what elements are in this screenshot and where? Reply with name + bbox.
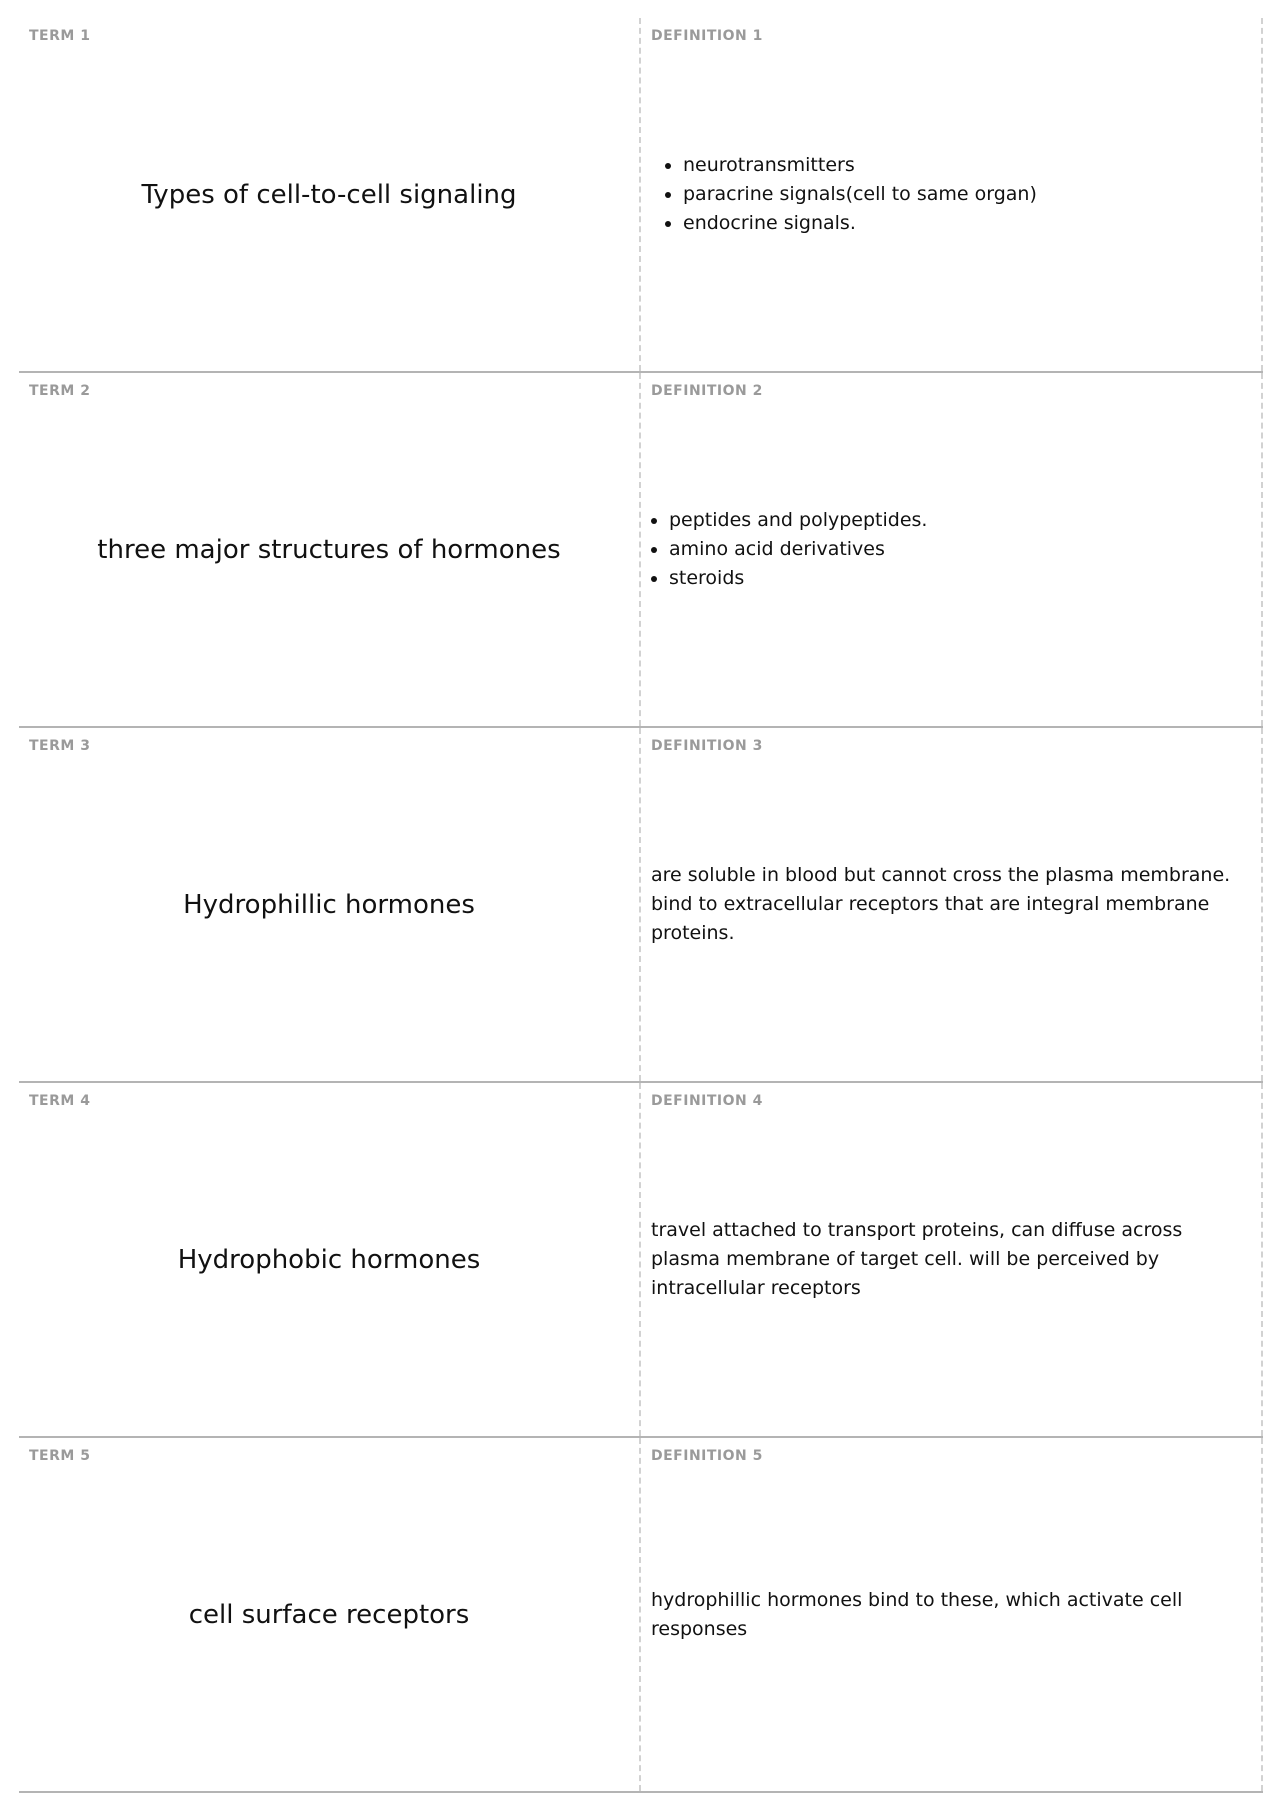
definition-side (641, 1438, 1263, 1791)
definition-label: DEFINITION 3 (651, 738, 763, 754)
definition-body (651, 728, 1251, 1081)
definition-text: hydrophillic hormones bind to these, which activate cell responses (651, 1588, 1183, 1640)
definition-body (651, 1083, 1251, 1436)
definition-list-item: • neurotransmitters (683, 151, 1037, 180)
term-label: TERM 5 (29, 1448, 91, 1464)
term-side (19, 728, 641, 1081)
definition-list-item: • paracrine signals(cell to same organ) (683, 180, 1037, 209)
definition-list-item: • steroids (669, 564, 927, 593)
flashcard (19, 18, 1263, 373)
definition-body (651, 18, 1251, 371)
definition-label: DEFINITION 2 (651, 383, 763, 399)
definition-side (641, 373, 1263, 726)
term-side (19, 1438, 641, 1791)
flashcard (19, 728, 1263, 1083)
term-text: cell surface receptors (188, 1599, 470, 1630)
term-label: TERM 3 (29, 738, 91, 754)
definition-list-item: • endocrine signals. (683, 209, 1037, 238)
term-text: Hydrophobic hormones (177, 1244, 481, 1275)
term-label: TERM 1 (29, 28, 91, 44)
definition-list-item: • peptides and polypeptides. (669, 506, 927, 535)
term-label: TERM 2 (29, 383, 91, 399)
definition-label: DEFINITION 5 (651, 1448, 763, 1464)
definition-label: DEFINITION 4 (651, 1093, 763, 1109)
term-text: three major structures of hormones (97, 534, 561, 565)
definition-list (651, 506, 927, 593)
flashcard (19, 373, 1263, 728)
definition-body (651, 373, 1251, 726)
term-text: Types of cell-to-cell signaling (141, 179, 517, 210)
definition-text: travel attached to transport proteins, can diffuse across plasma membrane of target cell. will be perceived by intracellular receptors (651, 1219, 1183, 1299)
definition-body (651, 1438, 1251, 1791)
flashcard (19, 1083, 1263, 1438)
definition-text: are soluble in blood but cannot cross the plasma membrane. bind to extracellular receptors that are integral membrane proteins. (651, 864, 1231, 944)
term-label: TERM 4 (29, 1093, 91, 1109)
definition-list (651, 151, 1037, 238)
flashcard-sheet (19, 18, 1263, 1793)
term-side (19, 373, 641, 726)
term-text: Hydrophillic hormones (183, 889, 475, 920)
definition-side (641, 1083, 1263, 1436)
term-side (19, 1083, 641, 1436)
term-side (19, 18, 641, 371)
definition-side (641, 728, 1263, 1081)
definition-list-item: • amino acid derivatives (669, 535, 927, 564)
definition-side (641, 18, 1263, 371)
definition-label: DEFINITION 1 (651, 28, 763, 44)
flashcard (19, 1438, 1263, 1793)
